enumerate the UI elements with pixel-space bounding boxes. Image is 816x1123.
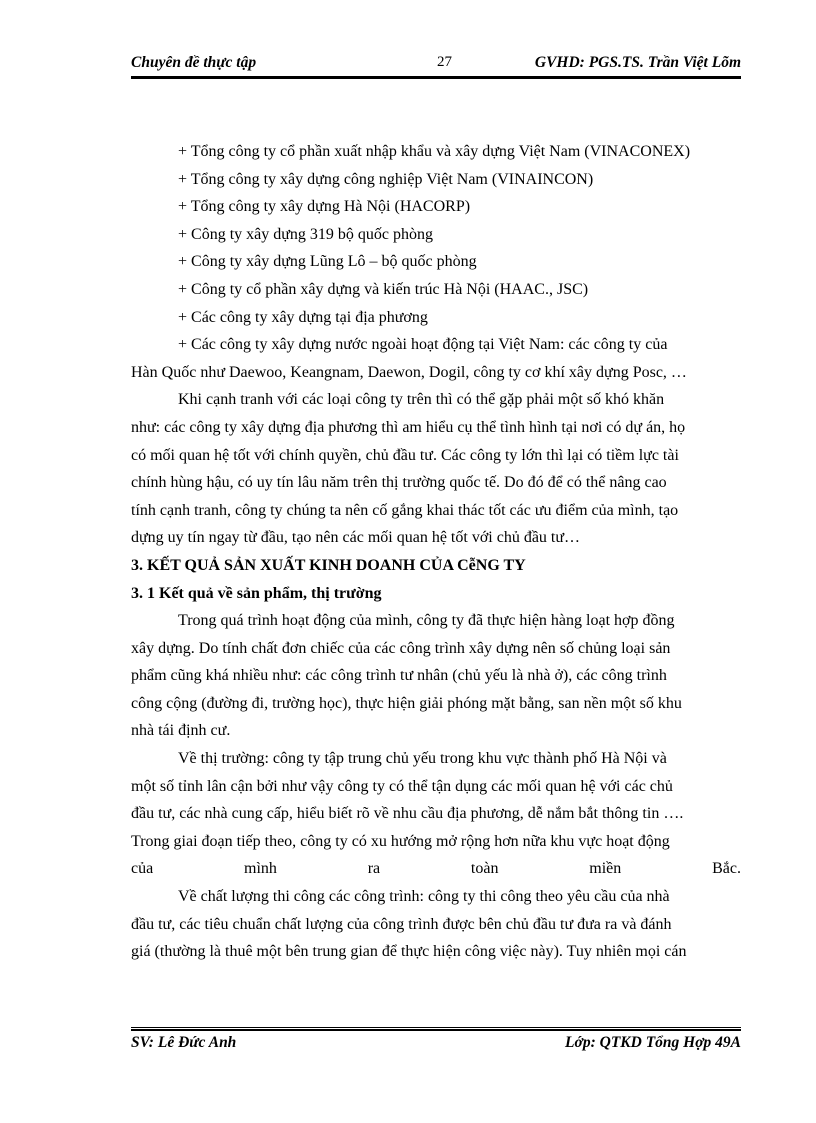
list-item: + Tổng công ty cổ phần xuất nhập khẩu và xây dựng Việt Nam (VINACONEX)	[178, 143, 691, 160]
text-line: công cộng (đường đi, trường học), thực hiện giải phóng mặt bằng, san nền một số khu	[131, 694, 682, 712]
body-text	[131, 138, 741, 966]
word: của	[131, 860, 154, 878]
text-line: có mối quan hệ tốt với chính quyền, chủ đầu tư. Các công ty lớn thì lại có tiềm lực tài	[131, 446, 679, 464]
word: Bắc.	[712, 860, 741, 878]
subsection-heading: 3. 1 Kết quả về sản phẩm, thị trường	[131, 584, 382, 602]
header-supervisor: GVHD: PGS.TS. Trần Việt Lõm	[534, 54, 741, 71]
word: miền	[589, 860, 622, 878]
page-number: 27	[437, 54, 452, 70]
text-line: tính cạnh tranh, công ty chúng ta nên cố gắng khai thác tốt các ưu điểm của mình, tạo	[131, 501, 679, 519]
text-line: dựng uy tín ngay từ đầu, tạo nên các mối quan hệ tốt với chủ đầu tư…	[131, 529, 581, 547]
text-line: Trong quá trình hoạt động của mình, công ty đã thực hiện hàng loạt hợp đồng	[178, 612, 675, 630]
footer-rule	[131, 1027, 741, 1031]
page-header	[131, 50, 741, 76]
list-item: + Công ty cổ phần xây dựng và kiến trúc Hà Nội (HAAC., JSC)	[178, 280, 589, 298]
text-line: Về chất lượng thi công các công trình: công ty thi công theo yêu cầu của nhà	[178, 888, 670, 906]
footer-class: Lớp: QTKD Tổng Hợp 49A	[565, 1034, 741, 1051]
text-line: một số tỉnh lân cận bởi như vậy công ty có thể tận dụng các mối quan hệ với các chủ	[131, 777, 673, 795]
header-rule	[131, 76, 741, 79]
list-item: + Tổng công ty xây dựng công nghiệp Việt Nam (VINAINCON)	[178, 170, 594, 188]
word: toàn	[470, 860, 499, 878]
text-line: Trong giai đoạn tiếp theo, công ty có xu hướng mở rộng hơn nữa khu vực hoạt động	[131, 832, 670, 850]
word: ra	[367, 860, 381, 878]
text-line: nhà tái định cư.	[131, 722, 231, 740]
word: mình	[244, 860, 277, 878]
text-line: như: các công ty xây dựng địa phương thì am hiểu cụ thể tình hình tại nơi có dự án, họ	[131, 418, 686, 436]
list-item: + Các công ty xây dựng nước ngoài hoạt động tại Việt Nam: các công ty của	[178, 336, 668, 354]
text-line: chính hùng hậu, có uy tín lâu năm trên thị trường quốc tế. Do đó để có thể nâng cao	[131, 474, 667, 492]
section-heading: 3. KẾT QUẢ SẢN XUẤT KINH DOANH CỦA CễNG TY	[131, 556, 526, 574]
text-line: đầu tư, các tiêu chuẩn chất lượng của công trình được bên chủ đầu tư đưa ra và đánh	[131, 915, 672, 933]
justified-line	[131, 855, 741, 883]
text-line: đầu tư, các nhà cung cấp, hiểu biết rõ về nhu cầu địa phương, dễ nắm bắt thông tin ….	[131, 805, 684, 823]
text-line: giá (thường là thuê một bên trung gian để thực hiện công việc này). Tuy nhiên mọi cán	[131, 943, 687, 961]
text-line: xây dựng. Do tính chất đơn chiếc của các công trình xây dựng nên số chủng loại sản	[131, 639, 671, 657]
text-line: phẩm cũng khá nhiều như: các công trình tư nhân (chủ yếu là nhà ở), các công trình	[131, 667, 667, 685]
list-item: + Công ty xây dựng Lũng Lô – bộ quốc phòng	[178, 253, 477, 271]
header-topic: Chuyên đề thực tập	[131, 54, 257, 71]
list-item: + Tổng công ty xây dựng Hà Nội (HACORP)	[178, 198, 471, 216]
list-item: + Các công ty xây dựng tại địa phương	[178, 308, 428, 326]
text-line: Về thị trường: công ty tập trung chủ yếu trong khu vực thành phố Hà Nội và	[178, 750, 667, 768]
footer-student: SV: Lê Đức Anh	[131, 1034, 237, 1051]
list-item: + Công ty xây dựng 319 bộ quốc phòng	[178, 225, 434, 243]
text-line: Hàn Quốc như Daewoo, Keangnam, Daewon, Dogil, công ty cơ khí xây dựng Posc, …	[131, 363, 687, 381]
text-line: Khi cạnh tranh với các loại công ty trên thì có thể gặp phải một số khó khăn	[178, 391, 665, 409]
page-footer	[131, 1034, 741, 1056]
